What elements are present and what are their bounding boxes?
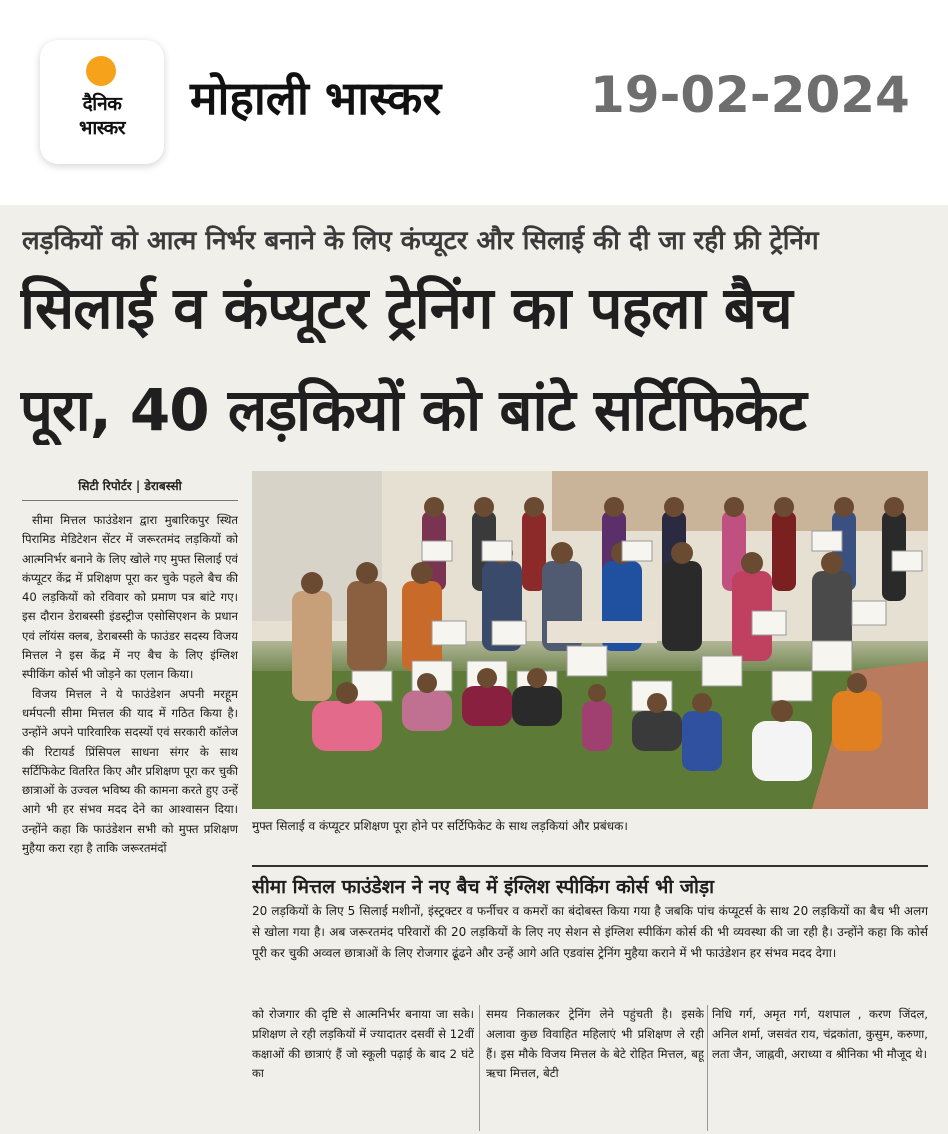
body-column-4: निधि गर्ग, अमृत गर्ग, यशपाल , करण जिंदल, अनिल शर्मा, जसवंत राय, चंद्रकांता, कुसुम, करुणा, लता जैन, जाह्नवी, अराध्या व श्रीनिका भी मौजूद थे। <box>712 1007 928 1061</box>
group-photo[interactable] <box>252 471 928 809</box>
subheadline: सीमा मित्तल फाउंडेशन ने नए बैच में इंग्लिश स्पीकिंग कोर्स भी जोड़ा <box>252 865 928 899</box>
kicker-line: लड़कियों को आत्म निर्भर बनाने के लिए कंप्यूटर और सिलाई की दी जा रही फ्री ट्रेनिंग <box>22 226 819 256</box>
photo-caption: मुफ्त सिलाई व कंप्यूटर प्रशिक्षण पूरा होने पर सर्टिफिकेट के साथ लड़कियां और प्रबंधक। <box>252 819 628 833</box>
body-column-3: समय निकालकर ट्रेनिंग लेने पहुंचती है। इसके अलावा कुछ विवाहित महिलाएं भी प्रशिक्षण ले रही हैं। इस मौके विजय मित्तल के बेटे रोहित मित्तल, बहू ऋचा मित्तल, बेटी <box>486 1007 704 1081</box>
headline-line-1: सिलाई व कंप्यूटर ट्रेनिंग का पहला बैच <box>20 274 792 342</box>
edition-title: मोहाली भास्कर <box>190 71 442 125</box>
body-column-1 <box>22 511 238 1131</box>
edition-date: 19-02-2024 <box>590 66 910 124</box>
body-paragraph: सीमा मित्तल फाउंडेशन द्वारा मुबारिकपुर स्थित पिरामिड मेडिटेशन सेंटर में जरूरतमंद लड़कियों को आत्मनिर्भर बनाने के लिए खोले गए मुफ्त सिलाई एवं कंप्यूटर केंद्र में प्रशिक्षण पूरा कर चुके पहले बैच की 40 लड़कियों को रविवार को प्रमाण पत्र बांटे गए। इस दौरान डेराबस्सी इंडस्ट्रीज एसोसिएशन के प्रधान एवं लॉयंस क्लब, डेराबस्सी के फाउंडर सदस्य विजय मित्तल ने इस केंद्र में नए बैच के लिए इंग्लिश स्पीकिंग कोर्स भी जोड़ने का एलान किया। <box>22 513 238 682</box>
logo-text-line1: दैनिक <box>82 93 122 115</box>
app-header <box>0 0 948 200</box>
logo-text-line2: भास्कर <box>78 117 126 139</box>
column-divider <box>707 1005 708 1131</box>
newspaper-clipping <box>0 205 948 1134</box>
column-divider <box>479 1005 480 1131</box>
dainik-bhaskar-logo[interactable] <box>40 40 164 164</box>
byline: सिटी रिपोर्टर | डेराबस्सी <box>22 477 238 501</box>
body-paragraph: विजय मित्तल ने ये फाउंडेशन अपनी मरहूम धर्मपत्नी सीमा मित्तल की याद में गठित किया है। उन्होंने अपने पारिवारिक सदस्यों एवं सरकारी कॉलेज की रिटायर्ड प्रिंसिपल साधना संगर के साथ सर्टिफिकेट वितरित किए और प्रशिक्षण पूरा कर चुकी छात्राओं के उज्वल भविष्य की कामना करते हुए उन्हें आगे भी हर संभव मदद देने का आश्वासन दिया। उन्होंने कहा कि फाउंडेशन सभी को मुफ्त प्रशिक्षण मुहैया करा रहा है ताकि जरूरतमंदों <box>22 686 238 856</box>
body-column-2: को रोजगार की दृष्टि से आत्मनिर्भर बनाया जा सके। प्रशिक्षण ले रही लड़कियों में ज्यादातर दसवीं से 12वीं कक्षाओं की छात्राएं हैं जो स्कूली पढ़ाई के बाद 2 घंटे का <box>252 1007 474 1081</box>
group-photo-illustration <box>252 471 928 809</box>
headline-line-2: पूरा, 40 लड़कियों को बांटे सर्टिफिकेट <box>20 376 806 444</box>
sun-icon <box>86 56 116 86</box>
body-paragraph-wide: 20 लड़कियों के लिए 5 सिलाई मशीनों, इंस्ट्रक्टर व फर्नीचर व कमरों का बंदोबस्त किया गया है जबकि पांच कंप्यूटर्स के साथ 20 लड़कियों का बैच भी अलग से खोला गया है। अब जरूरतमंद परिवारों की 20 लड़कियों के लिए नए सेशन से इंग्लिश स्पीकिंग कोर्स की भी व्यवस्था की जा रही है। उन्होंने कहा कि कोर्स पूरी कर चुकी अव्वल छात्राओं के लिए रोजगार ढूंढने और उन्हें आगे अति एडवांस ट्रेनिंग मुहैया कराने में भी फाउंडेशन हर संभव मदद देगा। <box>252 904 928 960</box>
